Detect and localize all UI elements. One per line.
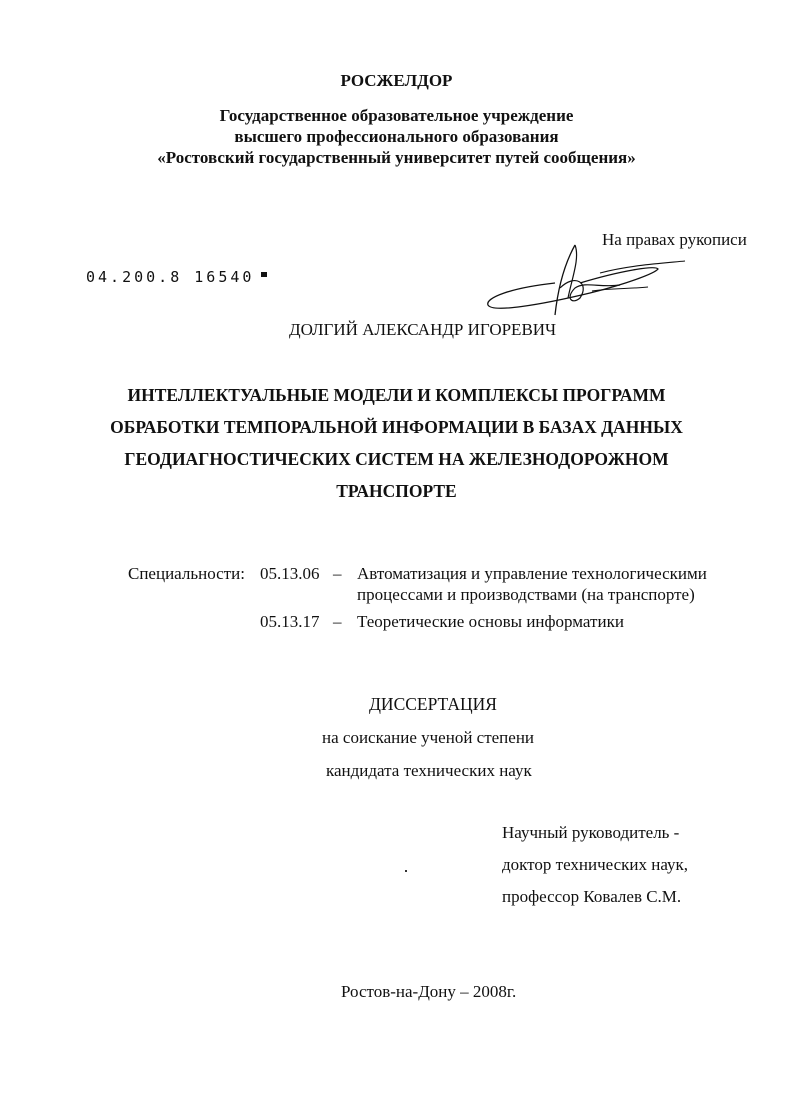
title-line-1: ИНТЕЛЛЕКТУАЛЬНЫЕ МОДЕЛИ И КОМПЛЕКСЫ ПРОГРАММ bbox=[127, 385, 666, 405]
dissertation-heading: ДИССЕРТАЦИЯ bbox=[369, 694, 497, 714]
institution-line-2: высшего профессионального образования bbox=[234, 127, 559, 146]
place-year: Ростов-на-Дону – 2008г. bbox=[341, 982, 517, 1001]
specialties-label: Специальности: bbox=[128, 564, 245, 583]
speck bbox=[405, 870, 407, 872]
title-line-3: ГЕОДИАГНОСТИЧЕСКИХ СИСТЕМ НА ЖЕЛЕЗНОДОРОЖНОМ bbox=[124, 449, 669, 469]
inventory-number: 04.200.8 16540 bbox=[86, 268, 255, 286]
signature-icon bbox=[480, 243, 690, 323]
title-line-4: ТРАНСПОРТЕ bbox=[336, 481, 457, 501]
specialty-code-1: 05.13.06 bbox=[260, 564, 320, 583]
supervisor-line-1: Научный руководитель - bbox=[502, 823, 680, 842]
manuscript-note: На правах рукописи bbox=[602, 230, 747, 249]
agency-name: РОСЖЕЛДОР bbox=[340, 71, 453, 90]
inventory-stamp bbox=[86, 268, 267, 287]
specialty-name-1-line-1: Автоматизация и управление технологическими bbox=[357, 564, 707, 583]
specialty-dash-1: – bbox=[333, 564, 342, 583]
degree-line-2: кандидата технических наук bbox=[326, 761, 532, 780]
degree-line-1: на соискание ученой степени bbox=[322, 728, 535, 747]
supervisor-line-3: профессор Ковалев С.М. bbox=[502, 887, 682, 906]
supervisor-line-2: доктор технических наук, bbox=[502, 855, 689, 874]
specialty-code-2: 05.13.17 bbox=[260, 612, 320, 631]
institution-line-3: «Ростовский государственный университет путей сообщения» bbox=[157, 148, 636, 167]
specialty-dash-2: – bbox=[333, 612, 342, 631]
specialty-name-2: Теоретические основы информатики bbox=[357, 612, 624, 631]
specialty-name-1-line-2: процессами и производствами (на транспорте) bbox=[357, 585, 695, 604]
stamp-mark bbox=[261, 272, 267, 277]
institution-line-1: Государственное образовательное учреждение bbox=[219, 106, 574, 125]
author-name: ДОЛГИЙ АЛЕКСАНДР ИГОРЕВИЧ bbox=[289, 320, 557, 339]
title-line-2: ОБРАБОТКИ ТЕМПОРАЛЬНОЙ ИНФОРМАЦИИ В БАЗАХ ДАННЫХ bbox=[110, 417, 683, 437]
